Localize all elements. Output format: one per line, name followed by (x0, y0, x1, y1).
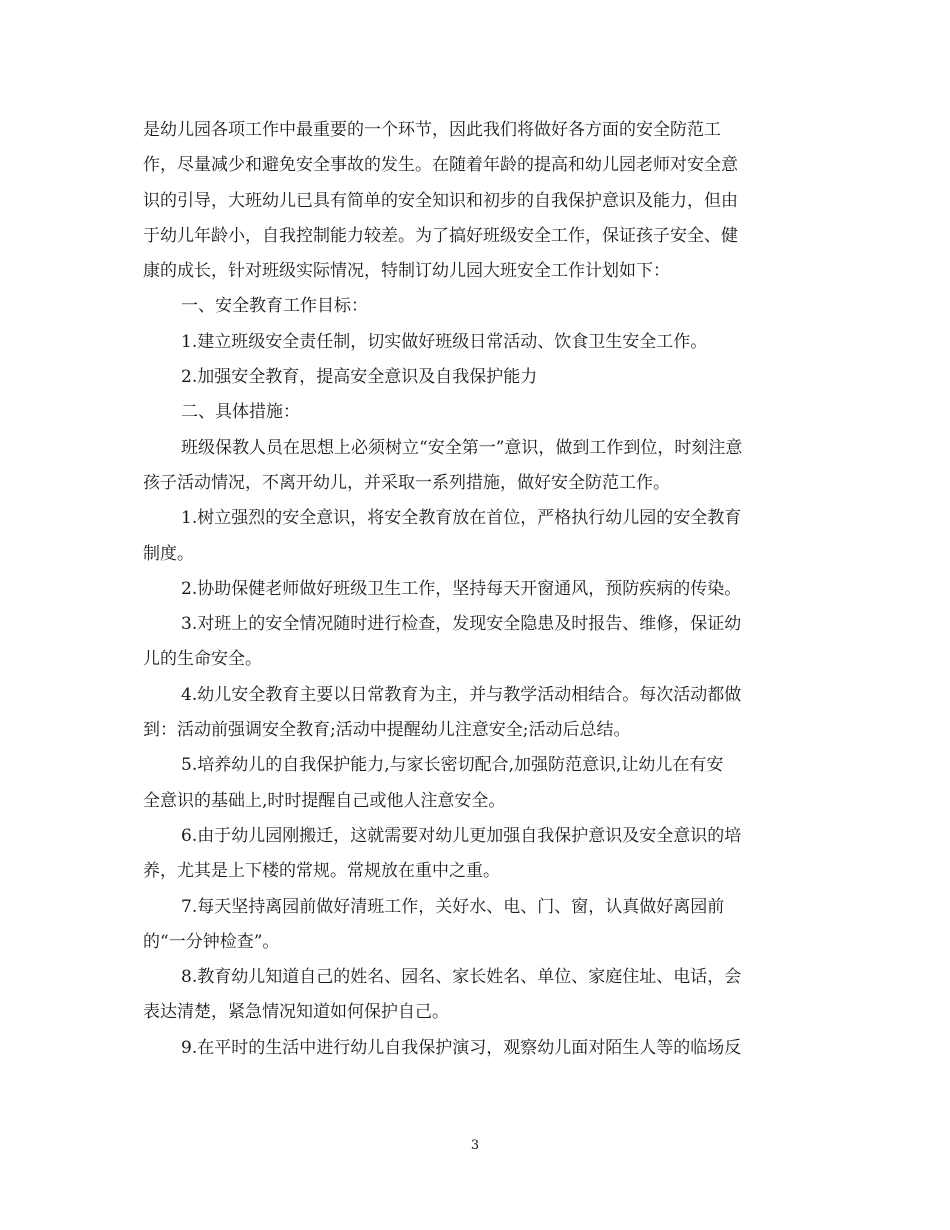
list-item: 1.建立班级安全责任制，切实做好班级日常活动、饮食卫生安全工作。 (181, 331, 708, 352)
list-item: 2.加强安全教育，提高安全意识及自我保护能力 (181, 367, 538, 388)
text-line: 于幼儿年龄小，自我控制能力较差。为了搞好班级安全工作，保证孩子安全、健 (143, 225, 738, 246)
text-line: 制度。 (143, 543, 194, 564)
text-line: 作，尽量减少和避免安全事故的发生。在随着年龄的提高和幼儿园老师对安全意 (143, 155, 738, 176)
paragraph-start: 班级保教人员在思想上必须树立“安全第一”意识，做到工作到位，时刻注意 (181, 437, 743, 458)
section-heading: 二、具体措施： (181, 402, 300, 423)
list-item: 5.培养幼儿的自我保护能力,与家长密切配合,加强防范意识,让幼儿在有安 (181, 755, 724, 776)
list-item: 6.由于幼儿园刚搬迁，这就需要对幼儿更加强自我保护意识及安全意识的培 (181, 825, 742, 846)
text-line: 识的引导，大班幼儿已具有简单的安全知识和初步的自我保护意识及能力，但由 (143, 190, 738, 211)
document-body (143, 113, 807, 1066)
text-line: 到：活动前强调安全教育;活动中提醒幼儿注意安全;活动后总结。 (143, 720, 631, 741)
list-item: 1.树立强烈的安全意识，将安全教育放在首位，严格执行幼儿园的安全教育 (181, 508, 742, 529)
text-line: 表达清楚，紧急情况知道如何保护自己。 (143, 1002, 449, 1023)
text-line: 康的成长，针对班级实际情况，特制订幼儿园大班安全工作计划如下： (143, 261, 670, 282)
text-line: 养，尤其是上下楼的常规。常规放在重中之重。 (143, 861, 500, 882)
section-heading: 一、安全教育工作目标： (181, 296, 368, 317)
list-item: 7.每天坚持离园前做好清班工作，关好水、电、门、窗，认真做好离园前 (181, 896, 725, 917)
text-line: 的“一分钟检查”。 (143, 931, 280, 952)
list-item: 3.对班上的安全情况随时进行检查，发现安全隐患及时报告、维修，保证幼 (181, 614, 742, 635)
text-line: 儿的生命安全。 (143, 649, 262, 670)
text-line: 全意识的基础上,时时提醒自己或他人注意安全。 (143, 790, 506, 811)
list-item: 8.教育幼儿知道自己的姓名、园名、家长姓名、单位、家庭住址、电话，会 (181, 967, 742, 988)
list-item: 4.幼儿安全教育主要以日常教育为主，并与教学活动相结合。每次活动都做 (181, 684, 742, 705)
text-line: 是幼儿园各项工作中最重要的一个环节，因此我们将做好各方面的安全防范工 (143, 120, 721, 140)
text-line: 孩子活动情况，不离开幼儿，并采取一系列措施，做好安全防范工作。 (143, 472, 670, 493)
page-number: 3 (470, 1138, 480, 1153)
list-item: 2.协助保健老师做好班级卫生工作，坚持每天开窗通风，预防疾病的传染。 (181, 578, 742, 599)
list-item: 9.在平时的生活中进行幼儿自我保护演习，观察幼儿面对陌生人等的临场反 (181, 1037, 742, 1058)
